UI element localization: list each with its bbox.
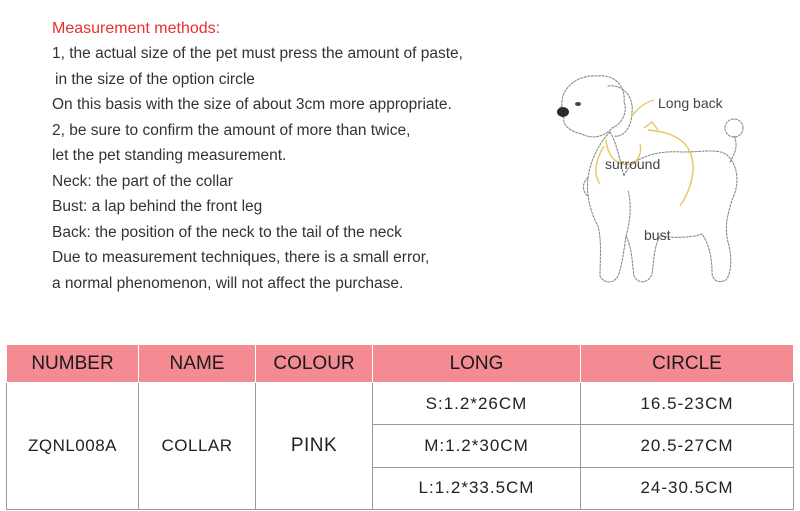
instruction-line: Back: the position of the neck to the tail of the neck xyxy=(52,223,402,241)
instruction-line: Due to measurement techniques, there is a small error, xyxy=(52,249,430,266)
instruction-line: 2, be sure to confirm the amount of more than twice, xyxy=(52,121,411,139)
instruction-line: let the pet standing measurement. xyxy=(52,147,287,164)
table-header-row xyxy=(7,345,794,383)
cell-long-s: S:1.2*26CM xyxy=(373,383,581,425)
bust-label: bust xyxy=(644,227,671,243)
cell-long-m: M:1.2*30CM xyxy=(373,425,581,467)
dog-measurement-diagram xyxy=(548,66,780,296)
instruction-line: 1, the actual size of the pet must press the amount of paste, xyxy=(52,45,463,62)
cell-colour: PINK xyxy=(256,383,373,510)
long-back-label: Long back xyxy=(658,95,723,111)
instruction-line: On this basis with the size of about 3cm more appropriate. xyxy=(52,96,452,113)
cell-number: ZQNL008A xyxy=(7,383,139,510)
header-colour: COLOUR xyxy=(256,345,373,383)
header-number: NUMBER xyxy=(7,345,139,383)
instructions-title: Measurement methods: xyxy=(52,20,221,37)
header-circle: CIRCLE xyxy=(581,345,794,383)
cell-name: COLLAR xyxy=(139,383,256,510)
instruction-line: Neck: the part of the collar xyxy=(52,172,233,190)
instruction-line: in the size of the option circle xyxy=(55,70,255,88)
header-long: LONG xyxy=(373,345,581,383)
table-row xyxy=(7,383,794,425)
instruction-line: a normal phenomenon, will not affect the purchase. xyxy=(52,274,404,292)
surround-label: surround xyxy=(605,156,661,172)
instruction-line: Bust: a lap behind the front leg xyxy=(52,198,263,215)
cell-circle-m: 20.5-27CM xyxy=(581,425,794,467)
header-name: NAME xyxy=(139,345,256,383)
cell-circle-s: 16.5-23CM xyxy=(581,383,794,425)
cell-circle-l: 24-30.5CM xyxy=(581,467,794,509)
cell-long-l: L:1.2*33.5CM xyxy=(373,467,581,509)
size-table xyxy=(6,344,794,510)
measurement-instructions xyxy=(52,16,532,296)
